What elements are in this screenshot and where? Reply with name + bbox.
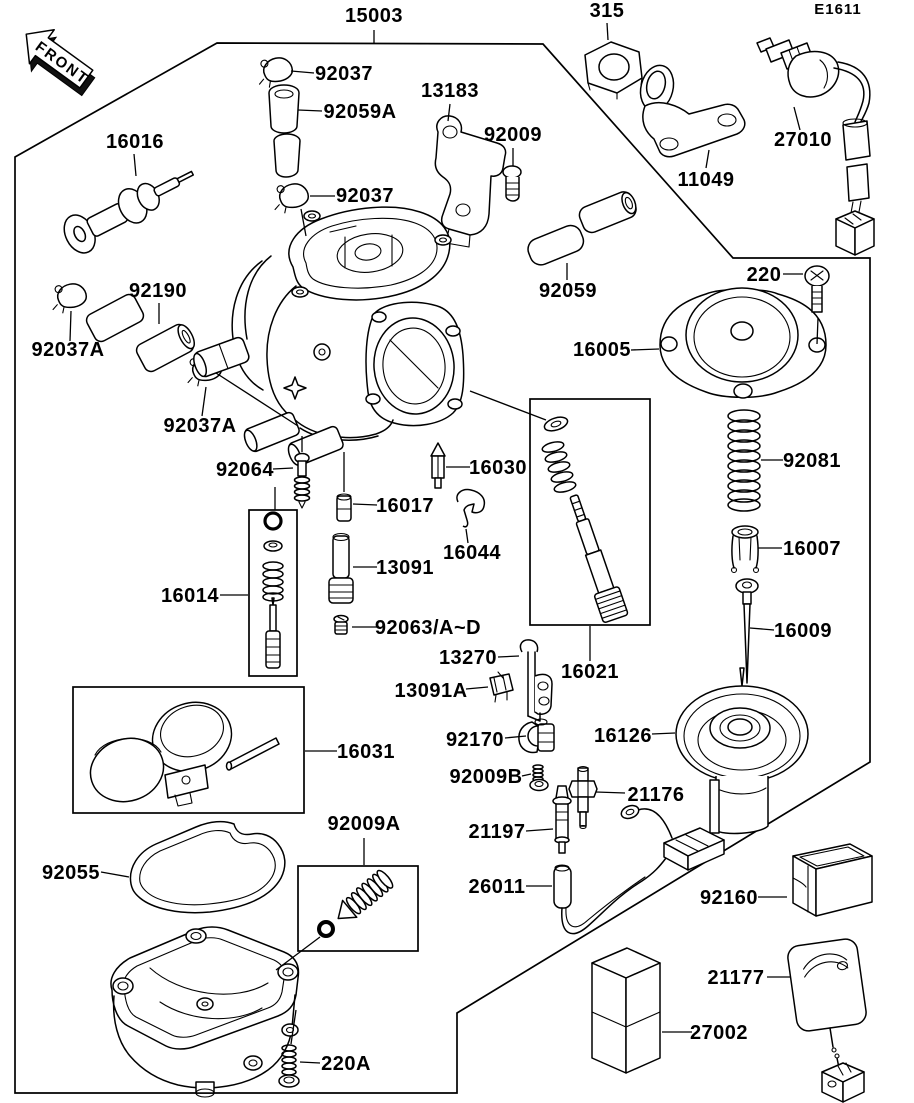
leader-92037a-1 — [70, 311, 71, 341]
part-label-92009: 92009 — [483, 124, 543, 146]
leader-92037a-2 — [202, 387, 206, 416]
leader-92055 — [101, 872, 129, 877]
part-label-26011: 26011 — [468, 876, 526, 898]
clamp-92037a-1 — [49, 281, 88, 314]
part-label-92009a: 92009A — [327, 813, 401, 835]
part-label-92009b: 92009B — [449, 766, 523, 788]
jet-92063-drawing — [334, 616, 348, 635]
leader-27010 — [794, 107, 800, 130]
leader-92009b — [522, 774, 531, 776]
part-label-16126: 16126 — [593, 725, 653, 747]
sensor-21176-drawing — [569, 767, 597, 829]
part-label-92059a: 92059A — [323, 101, 397, 123]
part-label-16016: 16016 — [105, 131, 165, 153]
leader-92059a — [298, 110, 322, 111]
clip-16044-drawing — [457, 490, 484, 527]
leader-13270 — [498, 656, 519, 657]
part-label-16009: 16009 — [773, 620, 833, 642]
jet-holder-13091-drawing — [329, 534, 353, 604]
leader-21197 — [526, 829, 553, 831]
part-label-21177: 21177 — [707, 967, 765, 989]
part-label-92037a-2: 92037A — [163, 415, 237, 437]
part-label-13091a: 13091A — [394, 680, 468, 702]
part-label-21197: 21197 — [468, 821, 526, 843]
part-label-21176: 21176 — [627, 784, 685, 806]
leader-21176 — [596, 792, 625, 793]
part-label-16021: 16021 — [560, 661, 620, 683]
part-label-13183: 13183 — [420, 80, 480, 102]
leader-16016 — [134, 154, 136, 176]
part-label-92064: 92064 — [215, 459, 275, 481]
part-label-16014: 16014 — [160, 585, 220, 607]
part-label-315: 315 — [589, 0, 625, 22]
part-label-92190: 92190 — [128, 280, 188, 302]
part-label-92037-1: 92037 — [314, 63, 374, 85]
group-box-92009a — [298, 866, 418, 951]
needle-jet-set-16014-drawing — [263, 513, 283, 668]
pilot-screw-set-16021-drawing — [541, 415, 628, 623]
bracket-13270-drawing — [520, 640, 552, 721]
float-bowl-drawing — [111, 927, 299, 1097]
leader-16126 — [652, 733, 675, 734]
front-arrow-label: FRONT — [32, 38, 92, 89]
hex-nut-315-drawing — [585, 42, 642, 99]
spring-seat-16007-drawing — [732, 526, 759, 573]
spring-92081-drawing — [728, 410, 760, 511]
part-label-13270: 13270 — [438, 647, 498, 669]
diagram-code: E1611 — [814, 1, 862, 18]
leader-92037-1 — [291, 71, 314, 73]
part-label-16005: 16005 — [572, 339, 632, 361]
gasket-92055-drawing — [130, 822, 284, 913]
part-label-27002: 27002 — [689, 1022, 749, 1044]
diaphragm-cover-16005-drawing — [660, 288, 826, 398]
part-label-16007: 16007 — [782, 538, 842, 560]
part-label-92081: 92081 — [782, 450, 842, 472]
leader-220a — [300, 1062, 320, 1063]
screw-92064-drawing — [295, 454, 310, 509]
pipe-21197-drawing — [553, 786, 571, 853]
part-label-92160: 92160 — [699, 887, 759, 909]
tube-92059a-drawing — [269, 85, 300, 177]
part-label-92055: 92055 — [41, 862, 101, 884]
part-label-27010: 27010 — [773, 129, 833, 151]
part-label-92037-2: 92037 — [335, 185, 395, 207]
leader-92064 — [273, 468, 293, 469]
controller-21177-drawing — [786, 938, 867, 1102]
part-label-16044: 16044 — [442, 542, 502, 564]
part-label-16030: 16030 — [468, 457, 528, 479]
jet-16017-drawing — [337, 494, 351, 521]
part-label-92037a-1: 92037A — [31, 339, 105, 361]
part-label-16017: 16017 — [375, 495, 435, 517]
clamp-92037-1 — [255, 55, 295, 89]
float-valve-16030-drawing — [431, 443, 445, 488]
leader-16009 — [750, 628, 774, 630]
front-arrow-icon — [10, 18, 103, 104]
relay-27002-drawing — [592, 948, 660, 1073]
screw-220a-drawing — [279, 1045, 299, 1087]
part-label-92059: 92059 — [538, 280, 598, 302]
leader-315 — [607, 23, 608, 40]
leader-16044 — [466, 529, 468, 543]
leader-13091a — [466, 687, 488, 689]
bracket-11049-drawing — [636, 62, 745, 157]
part-label-15003: 15003 — [344, 5, 404, 27]
leader-11049 — [706, 150, 709, 168]
holder-92160-drawing — [793, 844, 872, 916]
diaphragm-16126-drawing — [676, 668, 808, 833]
leader-16005 — [631, 349, 659, 350]
part-label-220: 220 — [746, 264, 782, 286]
drain-screw-92009a-drawing — [319, 868, 395, 936]
part-label-13091: 13091 — [375, 557, 435, 579]
screw-92009-drawing — [503, 166, 521, 201]
part-label-92170: 92170 — [445, 729, 505, 751]
choke-assembly-drawing — [58, 158, 203, 258]
construction-line-3 — [470, 391, 546, 420]
clamp-92037-2 — [271, 181, 310, 214]
screw-92009b-drawing — [530, 765, 548, 791]
part-label-220a: 220A — [321, 1053, 371, 1075]
clip-13091a-drawing — [490, 672, 513, 702]
part-label-11049: 11049 — [677, 169, 735, 191]
tube-92190-drawing — [84, 292, 198, 374]
jet-needle-16009-drawing — [736, 579, 758, 683]
part-label-92063: 92063/A~D — [374, 617, 482, 639]
float-set-16031-drawing — [82, 692, 279, 811]
leader-16017 — [353, 504, 377, 505]
part-label-16031: 16031 — [336, 741, 396, 763]
group-box-16021 — [530, 399, 650, 625]
tube-92059-drawing — [525, 189, 640, 268]
screw-220-drawing — [805, 266, 829, 312]
